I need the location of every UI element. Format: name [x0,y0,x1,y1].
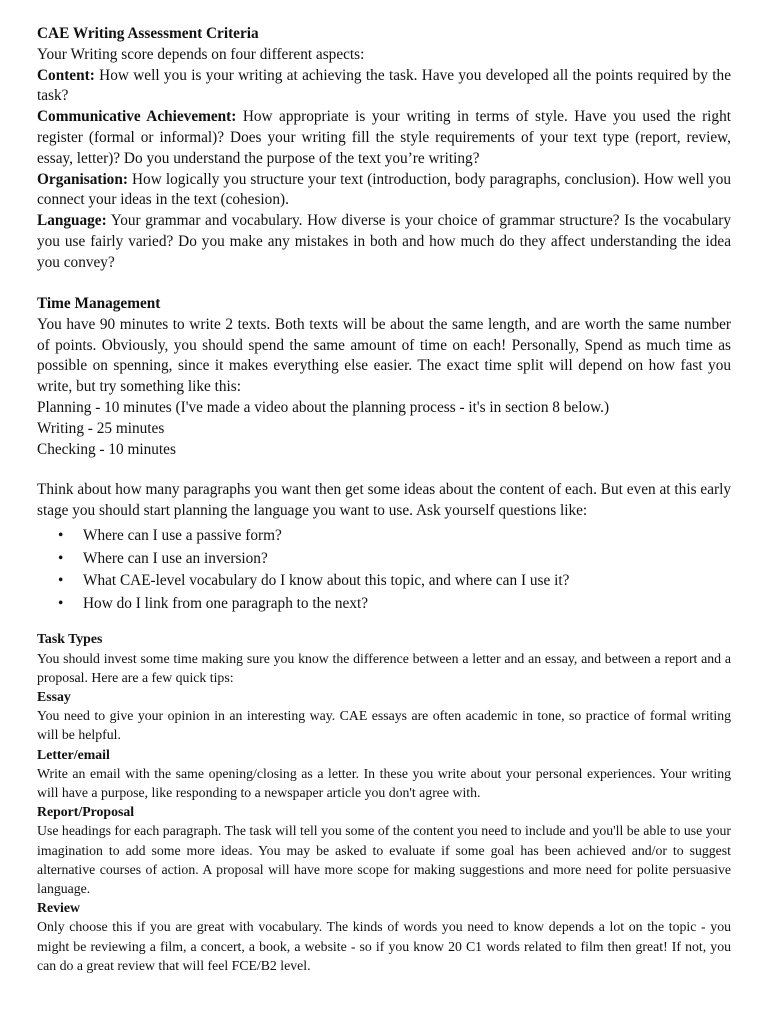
time-management-title: Time Management [37,295,161,313]
criterion-label: Communicative Achievement: [37,108,237,126]
planning-paragraph: Think about how many paragraphs you want then get some ideas about the content of each. But even at this early stage you should start planning the language you want to use. Ask yourself questions like: [37,481,731,520]
task-types-title: Task Types [37,631,103,647]
bullet-icon: • [58,527,64,545]
criterion-label: Organisation: [37,170,128,188]
criterion-text: How logically you structure your text (introduction, body paragraphs, conclusion). How well you connect your ideas in the text (cohesion). [37,170,731,209]
task-type-text-review: Only choose this if you are great with vocabulary. The kinds of words you need to know depends a lot on the topic - you might be reviewing a film, a concert, a book, a website - so if you know 20 C1 words related to film then great! If not, you can do a great review that will feel FCE/B2 level. [37,919,731,973]
bullet-icon: • [58,549,64,567]
list-item [37,570,731,593]
task-types-intro: You should invest some time making sure you know the difference between a letter and an essay, and between a report and a proposal. Here are a few quick tips: [37,650,731,685]
question-text: How do I link from one paragraph to the next? [83,594,369,612]
assessment-section [37,24,731,274]
criterion-text: Your grammar and vocabulary. How diverse is your choice of grammar structure? Is the vocabulary you use fairly varied? Do you make any mistakes in both and how much do they affect understanding the idea you convey? [37,212,731,271]
criterion-organisation [37,170,731,212]
schedule-line: Writing - 25 minutes [37,419,165,437]
section-spacer [37,460,731,480]
criterion-content [37,66,731,108]
task-type-heading-report: Report/Proposal [37,804,135,820]
task-type-heading-review: Review [37,900,80,916]
task-types-section [37,629,731,975]
planning-section [37,480,731,615]
schedule-line: Planning - 10 minutes (I've made a video about the planning process - it's in section 8 below.) [37,399,610,417]
question-text: Where can I use an inversion? [83,549,268,567]
question-text: What CAE-level vocabulary do I know about this topic, and where can I use it? [83,572,570,590]
criterion-text: How appropriate is your writing in terms of style. Have you used the right register (formal or informal)? Does your writing fill the style requirements of your text type (report, review, essay, letter)? Do you understand the purpose of the text you’re writing? [37,108,731,167]
criterion-communicative-achievement [37,107,731,169]
list-item [37,525,731,548]
schedule-line: Checking - 10 minutes [37,440,176,458]
task-type-text-essay: You need to give your opinion in an interesting way. CAE essays are often academic in tone, so practice of formal writing will be helpful. [37,708,731,743]
task-type-text-letter: Write an email with the same opening/closing as a letter. In these you write about your personal experiences. Your writing will have a purpose, like responding to a newspaper article you don't agree with. [37,765,731,801]
time-management-paragraph: You have 90 minutes to write 2 texts. Both texts will be about the same length, and are worth the same number of points. Obviously, you should spend the same amount of time on each! Personally, Spend as much time as possible on spenning, since it makes everything else easier. The exact time split will depend on how fast you write, but try something like this: [37,315,731,396]
section-spacer [37,615,731,629]
assessment-intro: Your Writing score depends on four different aspects: [37,45,365,63]
list-item [37,593,731,616]
question-text: Where can I use a passive form? [83,527,282,545]
bullet-icon: • [58,572,64,590]
criterion-text: How well you is your writing at achieving the task. Have you developed all the points required by the task? [37,66,731,105]
criterion-language [37,211,731,273]
time-management-section [37,294,731,460]
task-type-heading-letter: Letter/email [37,746,110,762]
task-type-text-report: Use headings for each paragraph. The task will tell you some of the content you need to include and you'll be able to use your imagination to add some more ideas. You may be asked to evaluate if some goal has been achieved and/or to suggest alternative courses of action. A proposal will have more scope for making suggestions and more need for polite persuasive language. [37,823,731,897]
criterion-label: Content: [37,66,95,84]
task-type-heading-essay: Essay [37,689,71,705]
section-spacer [37,274,731,295]
criterion-label: Language: [37,212,107,230]
question-list [37,525,731,615]
bullet-icon: • [58,594,64,612]
list-item [37,548,731,571]
assessment-title: CAE Writing Assessment Criteria [37,25,259,42]
